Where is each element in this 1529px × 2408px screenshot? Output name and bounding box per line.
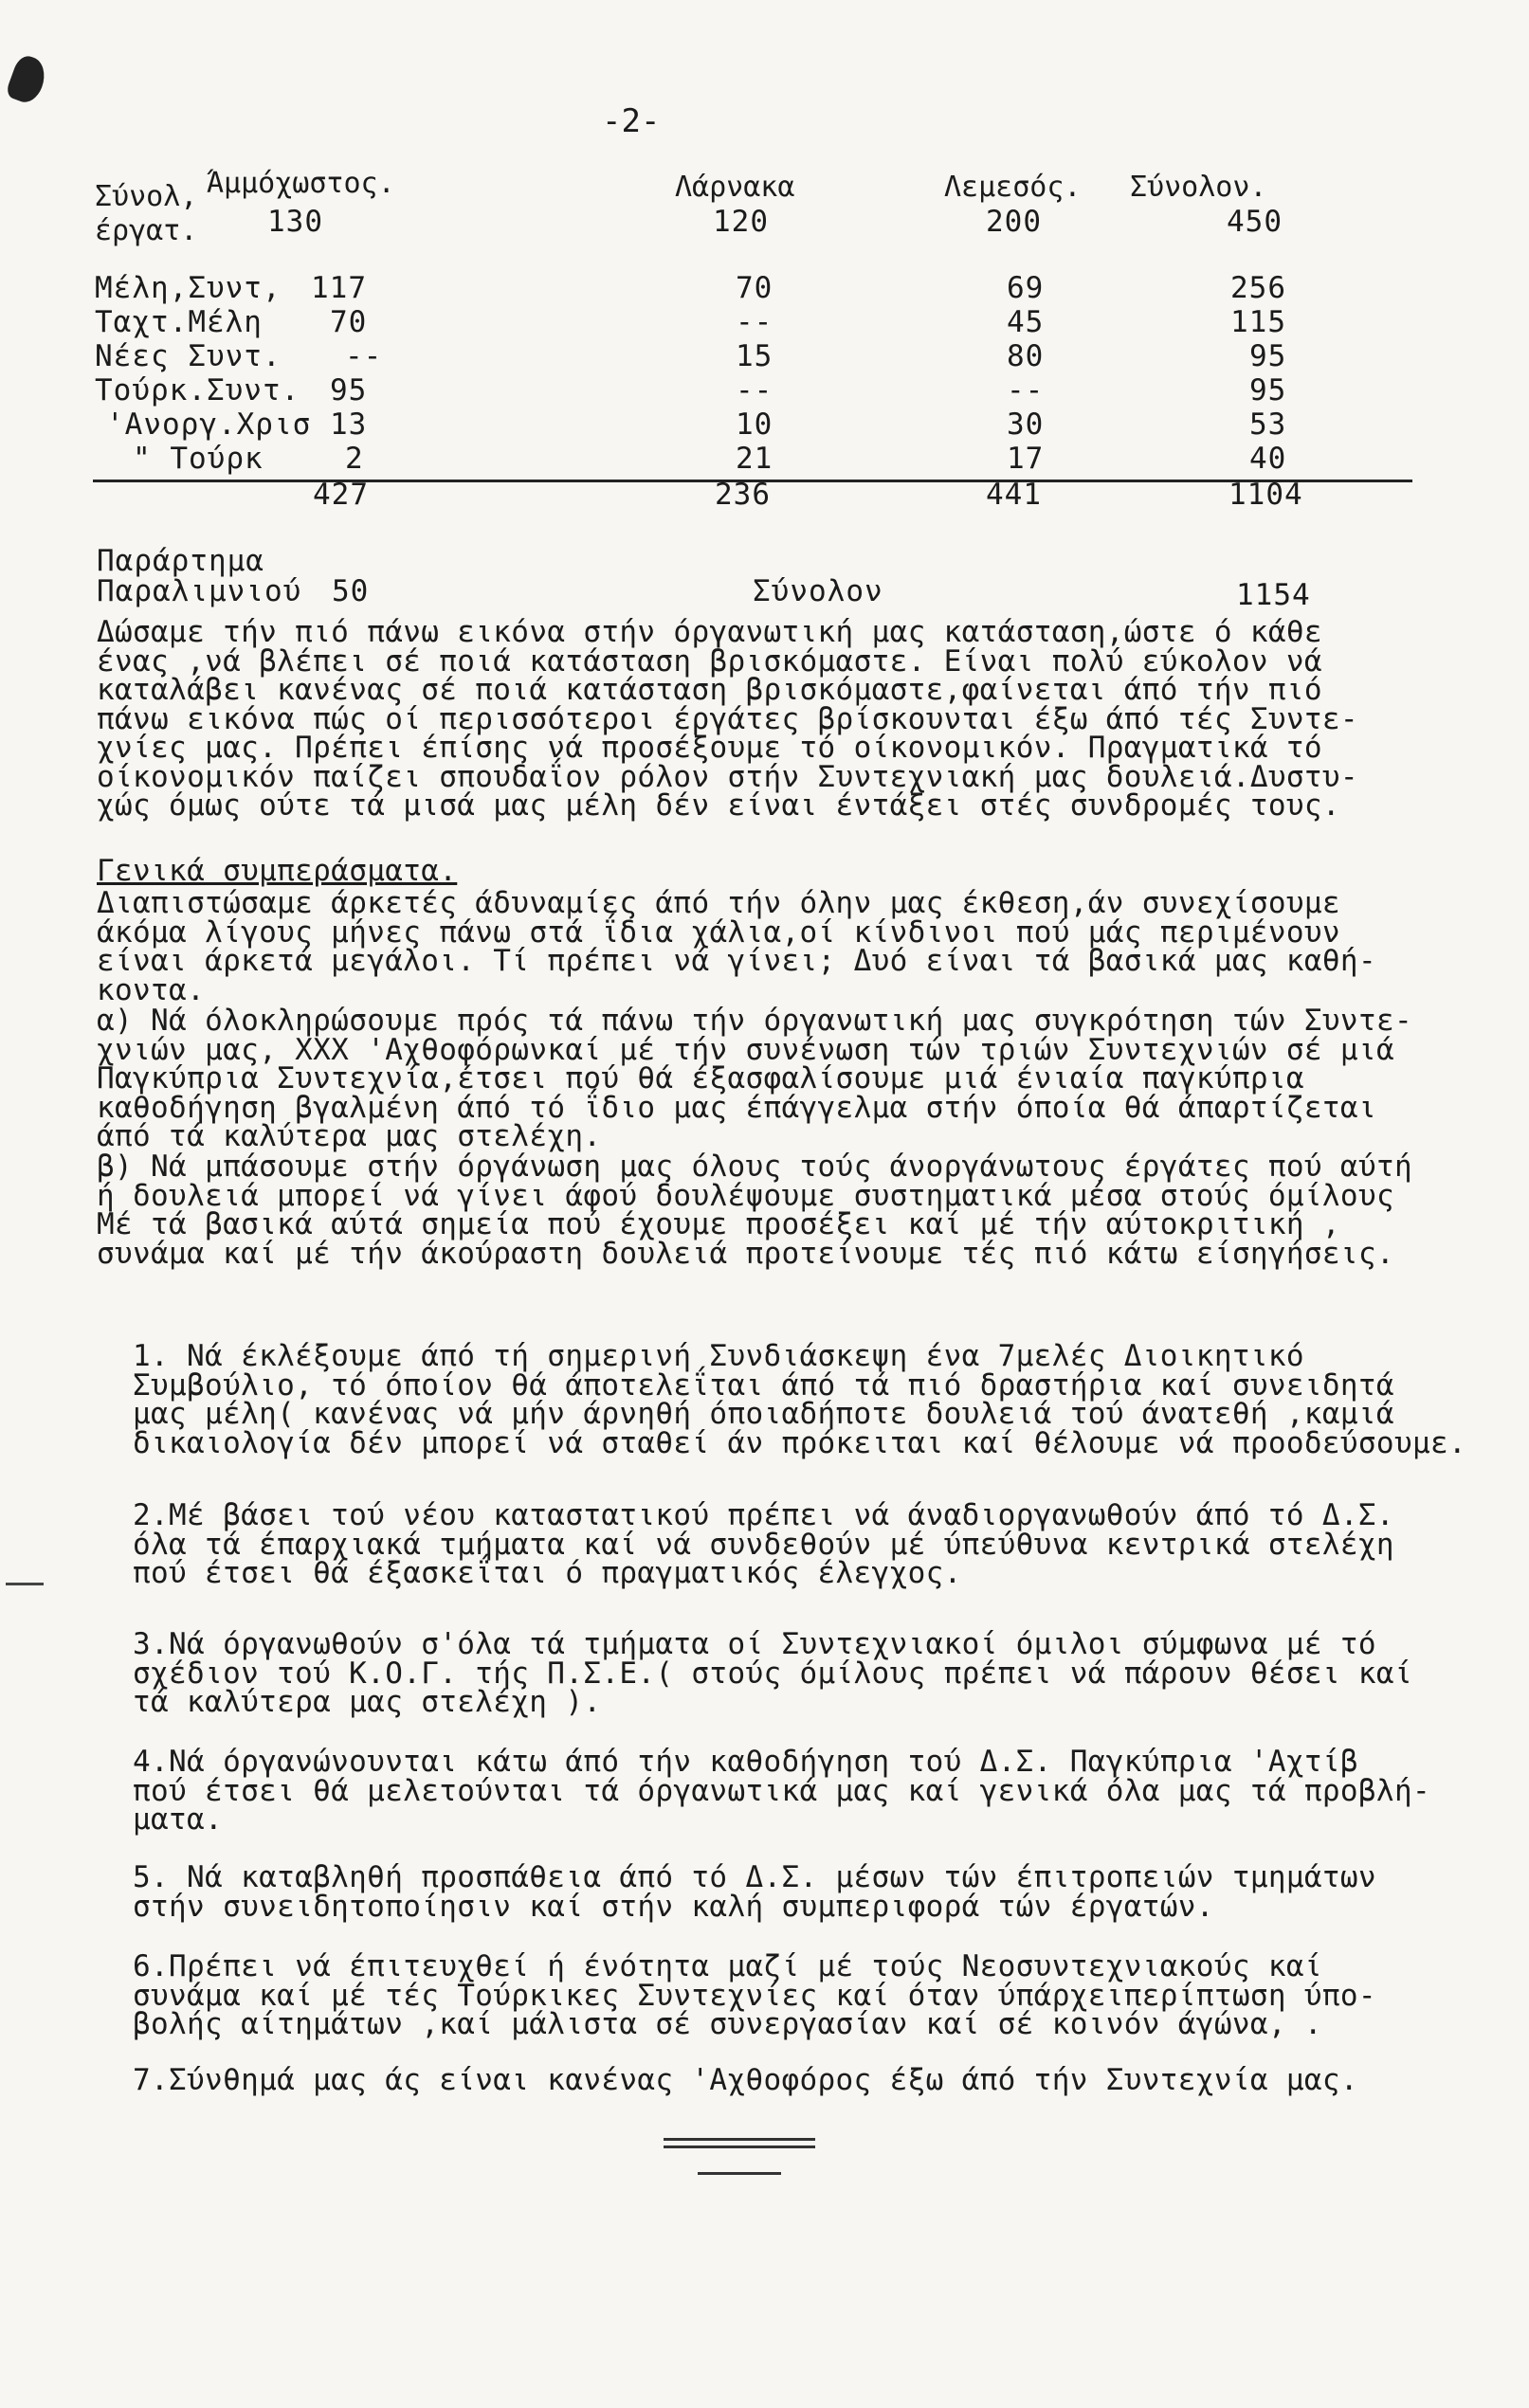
column-header: Λάρνακα bbox=[675, 171, 795, 204]
table-row-label: Νέες Συντ. bbox=[95, 339, 282, 373]
table-cell: 69 bbox=[1007, 271, 1045, 305]
page-number: -2- bbox=[602, 102, 661, 140]
table-total: 1104 bbox=[1229, 478, 1303, 512]
text-line: 7.Σύνθημά μας άς είναι κανένας 'Αχθοφόρος έξω άπό τήν Συντεχνία μας. bbox=[133, 2063, 1358, 2097]
proposal-2 bbox=[133, 1498, 1394, 1590]
column-header: Λεμεσός. bbox=[944, 171, 1082, 204]
workers-total: 450 bbox=[1227, 205, 1283, 239]
proposal-1 bbox=[133, 1339, 1467, 1460]
end-separator bbox=[698, 2172, 781, 2175]
text-line: Δώσαμε τήν πιό πάνω εικόνα στήν όργανωτική μας κατάσταση,ώστε ό κάθε bbox=[97, 615, 1322, 649]
text-line: είναι άρκετά μεγάλοι. Τί πρέπει νά γίνει; Δυό είναι τά βασικά μας καθή- bbox=[97, 944, 1376, 978]
table-total: 441 bbox=[986, 478, 1042, 512]
end-separator bbox=[664, 2145, 815, 2148]
table-cell: -- bbox=[345, 339, 383, 373]
table-cell: -- bbox=[736, 305, 774, 339]
text-line: άκόμα λίγους μήνες πάνω στά ΐδια χάλια,οί κίνδινοι πού μάς περιμένουν bbox=[97, 914, 1340, 950]
grand-total-value: 1154 bbox=[1236, 578, 1311, 612]
branch-label: Παράρτημα bbox=[97, 544, 264, 578]
text-line: συνάμα καί μέ τές Τούρκικες Συντεχνίες καί όταν ύπάρχειπερίπτωση ύπο- bbox=[133, 1978, 1376, 2013]
workers-total: 120 bbox=[713, 205, 769, 239]
table-cell: 70 bbox=[330, 305, 368, 339]
row-header-label: Σύνολ, bbox=[95, 180, 198, 213]
table-cell: 53 bbox=[1249, 407, 1287, 442]
text-line: ή δουλειά μπορεί νά γίνει άφού δουλέψουμε συστηματικά μέσα στούς όμίλους bbox=[97, 1178, 1394, 1213]
text-line: Διαπιστώσαμε άρκετές άδυναμίες άπό τήν όλην μας έκθεση,άν συνεχίσουμε bbox=[97, 886, 1340, 920]
text-line: 4.Νά όργανώνουνται κάτω άπό τήν καθοδήγηση τού Δ.Σ. Παγκύπρια 'Αχτίβ bbox=[133, 1745, 1358, 1779]
table-cell: 117 bbox=[311, 271, 367, 305]
text-line: καθοδήγηση βγαλμένη άπό τό ΐδιο μας έπάγγελμα στήν όποία θά άπαρτίζεται bbox=[97, 1090, 1376, 1125]
text-line: όλα τά έπαρχιακά τμήματα καί νά συνδεθούν μέ ύπεύθυνα κεντρικά στελέχη bbox=[133, 1527, 1394, 1562]
table-cell: 2 bbox=[345, 442, 364, 476]
text-line: 6.Πρέπει νά έπιτευχθεί ή ένότητα μαζί μέ τούς Νεοσυντεχνιακούς καί bbox=[133, 1949, 1322, 1983]
text-line: Συμβούλιο, τό όποίον θά άποτελεΐται άπό τά πιό δραστήρια καί συνειδητά bbox=[133, 1367, 1394, 1403]
grand-total-label: Σύνολον bbox=[753, 574, 883, 608]
conclusions-paragraph bbox=[97, 886, 1376, 1007]
branch-value: 50 bbox=[332, 574, 370, 608]
proposal-6 bbox=[133, 1949, 1376, 2041]
table-total: 236 bbox=[715, 478, 771, 512]
table-cell: 40 bbox=[1249, 442, 1287, 476]
column-header: Σύνολον. bbox=[1130, 171, 1267, 204]
table-row-label: " Τούρκ bbox=[133, 442, 264, 476]
conclusions-heading: Γενικά συμπεράσματα. bbox=[97, 854, 458, 888]
workers-total: 130 bbox=[267, 205, 323, 239]
table-cell: 95 bbox=[330, 373, 368, 407]
text-line: σχέδιον τού Κ.Ο.Γ. τής Π.Σ.Ε.( στούς όμίλους πρέπει νά πάρουν θέσει καί bbox=[133, 1656, 1412, 1691]
table-cell: 13 bbox=[330, 407, 368, 442]
text-line: β) Νά μπάσουμε στήν όργάνωση μας όλους τούς άνοργάνωτους έργάτες πού αύτή bbox=[97, 1150, 1412, 1184]
row-header-label-2: έργατ. bbox=[95, 214, 198, 247]
table-cell: 15 bbox=[736, 339, 774, 373]
text-line: πού έτσει θά μελετούνται τά όργανωτικά μας καί γενικά όλα μας τά προβλή- bbox=[133, 1773, 1430, 1808]
table-cell: -- bbox=[736, 373, 774, 407]
text-line: ένας ,νά βλέπει σέ ποιά κατάσταση βρισκόμαστε. Είναι πολύ εύκολον νά bbox=[97, 643, 1322, 679]
end-separator bbox=[664, 2138, 815, 2141]
text-line: βολής αίτημάτων ,καί μάλιστα σέ συνεργασίαν καί σέ κοινόν άγώνα, . bbox=[133, 2007, 1322, 2041]
text-line: οίκονομικόν παίζει σπουδαΐον ρόλον στήν Συντεχνιακή μας δουλειά.Δυστυ- bbox=[97, 759, 1358, 794]
text-line: Μέ τά βασικά αύτά σημεία πού έχουμε προσέξει καί μέ τήν αύτοκριτική , bbox=[97, 1207, 1340, 1241]
proposal-5 bbox=[133, 1860, 1376, 1924]
text-line: Παγκύπρια Συντεχνία,έτσει πού θά έξασφαλίσουμε μιά ένιαία παγκύπρια bbox=[97, 1061, 1304, 1095]
text-line: 1. Νά έκλέξουμε άπό τή σημερινή Συνδιάσκεψη ένα 7μελές Διοικητικό bbox=[133, 1339, 1304, 1373]
table-cell: 10 bbox=[736, 407, 774, 442]
column-header: Άμμόχωστος. bbox=[207, 167, 395, 200]
table-total: 427 bbox=[313, 478, 369, 512]
text-line: α) Νά όλοκληρώσουμε πρός τά πάνω τήν όργανωτική μας συγκρότηση τών Συντε- bbox=[97, 1004, 1412, 1038]
table-row-label: 'Ανοργ.Χρισ bbox=[106, 407, 312, 442]
text-line: πάνω εικόνα πώς οί περισσότεροι έργάτες βρίσκουνται έξω άπό τές Συντε- bbox=[97, 701, 1358, 736]
table-cell: -- bbox=[1007, 373, 1045, 407]
text-line: χνίες μας. Πρέπει έπίσης νά προσέξουμε τό οίκονομικόν. Πραγματικά τό bbox=[97, 731, 1322, 765]
branch-name: Παραλιμνιού bbox=[97, 574, 302, 608]
text-line: δικαιολογία δέν μπορεί νά σταθεί άν πρόκειται καί θέλουμε νά προοδεύσουμε. bbox=[133, 1425, 1467, 1460]
table-cell: 21 bbox=[736, 442, 774, 476]
table-cell: 80 bbox=[1007, 339, 1045, 373]
text-line: τά καλύτερα μας στελέχη ). bbox=[133, 1685, 602, 1719]
ink-speck bbox=[5, 53, 50, 107]
proposal-3 bbox=[133, 1627, 1412, 1719]
text-line: 5. Νά καταβληθή προσπάθεια άπό τό Δ.Σ. μέσων τών έπιτροπειών τμημάτων bbox=[133, 1860, 1376, 1894]
text-line: 3.Νά όργανωθούν σ'όλα τά τμήματα οί Συντεχνιακοί όμιλοι σύμφωνα μέ τό bbox=[133, 1627, 1376, 1661]
text-line: συνάμα καί μέ τήν άκούραστη δουλειά προτείνουμε τές πιό κάτω είσηγήσεις. bbox=[97, 1236, 1394, 1271]
text-line: 2.Μέ βάσει τού νέου καταστατικού πρέπει νά άναδιοργανωθούν άπό τό Δ.Σ. bbox=[133, 1498, 1394, 1532]
table-cell: 45 bbox=[1007, 305, 1045, 339]
table-cell: 95 bbox=[1249, 339, 1287, 373]
table-cell: 70 bbox=[736, 271, 774, 305]
text-line: άπό τά καλύτερα μας στελέχη. bbox=[97, 1119, 602, 1153]
text-line: χώς όμως ούτε τά μισά μας μέλη δέν είναι έντάξει στές συνδρομές τους. bbox=[97, 788, 1340, 823]
table-cell: 256 bbox=[1230, 271, 1286, 305]
text-line: μας μέλη( κανένας νά μήν άρνηθή όποιαδήποτε δουλειά τού άνατεθή ,καμιά bbox=[133, 1397, 1394, 1431]
table-cell: 95 bbox=[1249, 373, 1287, 407]
text-line: καταλάβει κανένας σέ ποιά κατάσταση βρισκόμαστε,φαίνεται άπό τήν πιό bbox=[97, 673, 1322, 707]
text-line: χνιών μας, ΧΧΧ 'Αχθοφόρωνκαί μέ τήν συνένωση τών τριών Συντεχνιών σέ μιά bbox=[97, 1032, 1394, 1067]
workers-total: 200 bbox=[986, 205, 1042, 239]
table-row-label: Μέλη,Συντ, bbox=[95, 271, 282, 305]
intro-paragraph bbox=[97, 615, 1358, 823]
table-cell: 115 bbox=[1230, 305, 1286, 339]
punch-mark bbox=[6, 1583, 44, 1585]
proposal-7 bbox=[133, 2063, 1358, 2097]
point-b-paragraph bbox=[97, 1150, 1412, 1271]
point-a-paragraph bbox=[97, 1006, 1412, 1151]
text-line: στήν συνειδητοποίησιν καί στήν καλή συμπεριφορά τών έργατών. bbox=[133, 1889, 1214, 1924]
text-line: κοντα. bbox=[97, 972, 206, 1007]
proposal-4 bbox=[133, 1747, 1430, 1835]
text-line: πού έτσει θά έξασκεΐται ό πραγματικός έλεγχος. bbox=[133, 1556, 962, 1590]
table-cell: 17 bbox=[1007, 442, 1045, 476]
table-cell: 30 bbox=[1007, 407, 1045, 442]
table-row-label: Ταχτ.Μέλη bbox=[95, 305, 263, 339]
table-row-label: Τούρκ.Συντ. bbox=[95, 373, 300, 407]
text-line: ματα. bbox=[133, 1802, 224, 1837]
